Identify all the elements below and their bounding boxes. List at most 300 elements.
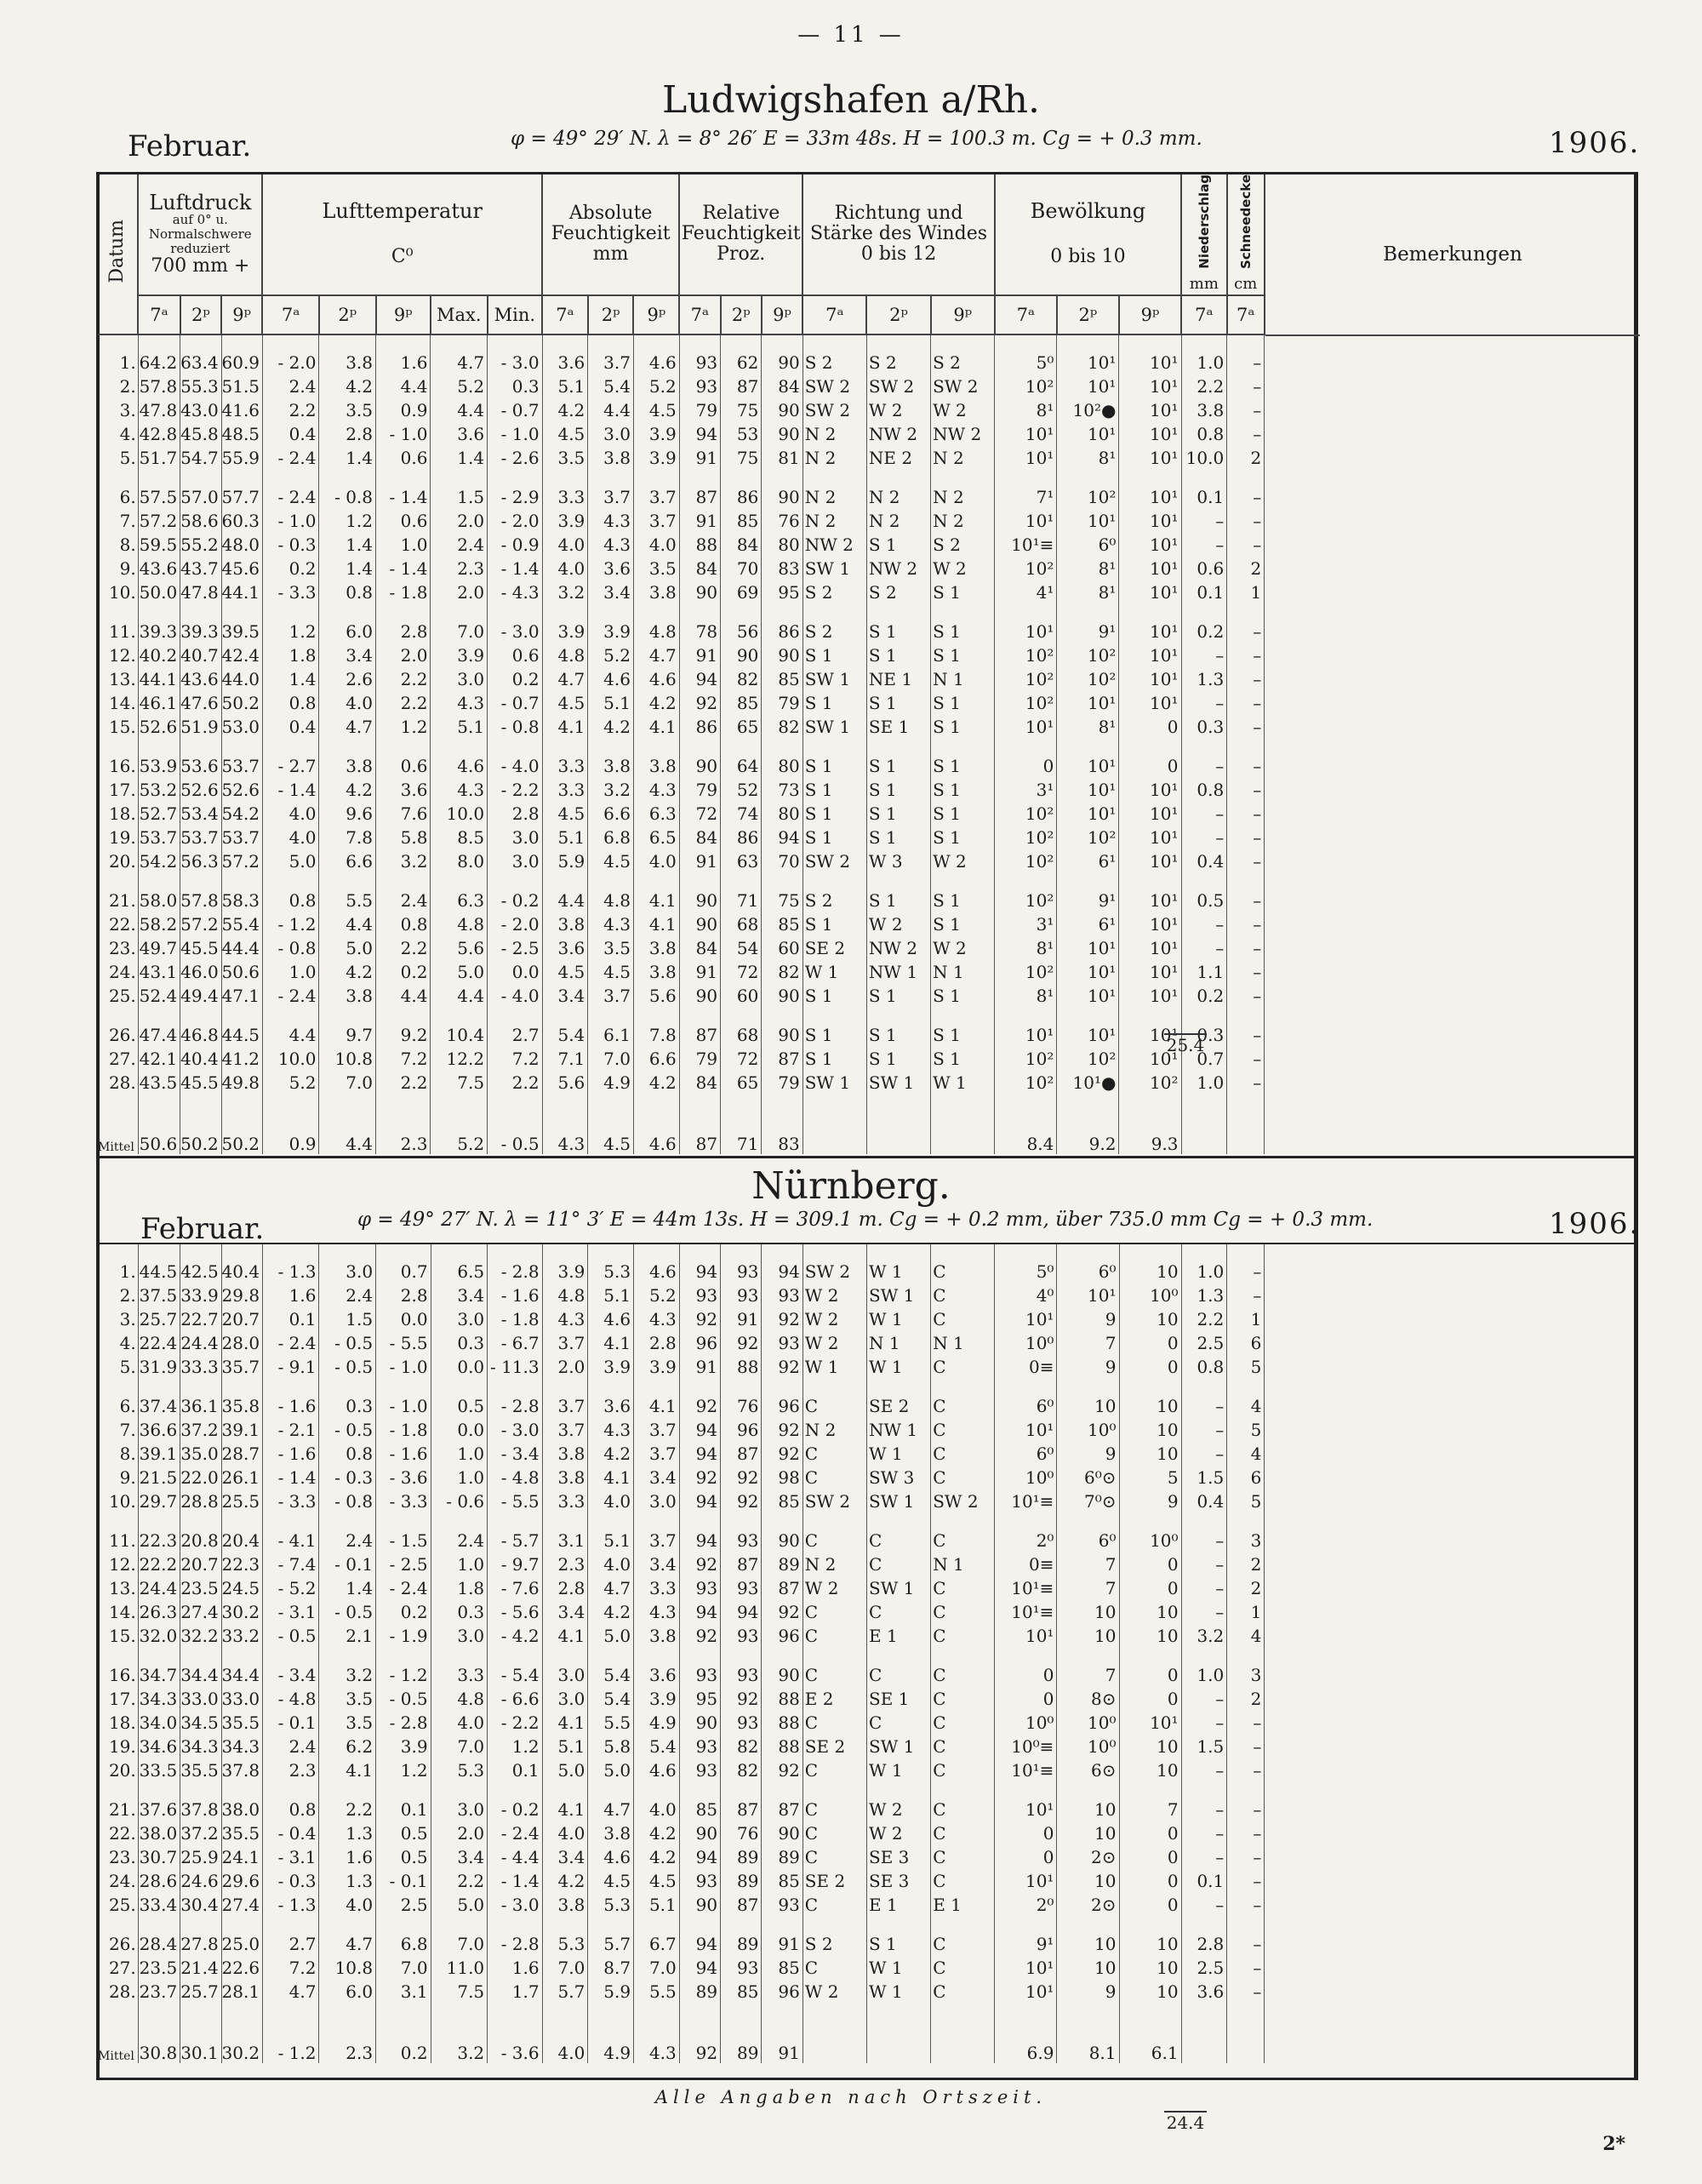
wind-2p-cell: S 1 (866, 984, 930, 1008)
wind-9p-cell: N 2 (931, 446, 995, 470)
niederschlag-cell: 1.5 (1181, 1466, 1227, 1489)
temp-2p-cell: 2.4 (319, 1284, 376, 1307)
luftdruck-9p-cell: 24.1 (221, 1845, 262, 1869)
bewoelkung-7a-cell: 10¹ (995, 1418, 1057, 1442)
wind-7a-cell: S 1 (802, 691, 866, 715)
absfeucht-9p-cell: 3.7 (634, 1418, 680, 1442)
luftdruck-2p-cell: 33.3 (180, 1355, 221, 1379)
absfeucht-2p-cell: 6.1 (588, 1008, 634, 1047)
temp-2p-cell: 10.8 (319, 1956, 376, 1980)
absfeucht-2p-cell: 4.2 (588, 715, 634, 739)
temp-2p-cell: 2.4 (319, 1513, 376, 1552)
relfeucht-7a-cell: 92 (679, 1624, 720, 1648)
wind-7a-cell: SW 2 (802, 374, 866, 398)
wind-9p-cell: N 2 (931, 509, 995, 533)
temp-9p-cell: - 1.0 (376, 1379, 431, 1418)
relfeucht-7a-cell: 72 (679, 802, 720, 826)
wind-7a-cell: W 2 (802, 1307, 866, 1331)
bewoelkung-9p-cell: 10¹ (1119, 984, 1181, 1008)
niederschlag-cell: 0.1 (1181, 580, 1227, 604)
luftdruck-9p-cell: 30.2 (221, 1600, 262, 1624)
bewoelkung-9p-cell: 10 (1119, 1379, 1181, 1418)
absfeucht-2p-cell: 4.9 (588, 1071, 634, 1095)
schneedecke-cell: – (1227, 1244, 1265, 1284)
luftdruck-2p-cell: 34.4 (180, 1648, 221, 1687)
luftdruck-9p-cell: 44.4 (221, 936, 262, 960)
temp-min-cell: - 1.6 (488, 1284, 542, 1307)
datum-mean: Mittel (98, 1110, 138, 1154)
wind-9p-cell: W 2 (931, 557, 995, 580)
temp-max-cell: 3.6 (431, 422, 488, 446)
relfeucht-7a-cell: 90 (679, 1711, 720, 1735)
temp-7a-cell: 0.2 (262, 557, 319, 580)
luftdruck-9p-cell: 25.0 (221, 1917, 262, 1956)
temp-min-cell: - 3.4 (488, 1442, 542, 1466)
bewoelkung-9p-cell: 0 (1119, 1552, 1181, 1576)
temp-max-cell: 4.4 (431, 398, 488, 422)
temp-2p-cell: 3.4 (319, 643, 376, 667)
luftdruck-9p-cell: 55.4 (221, 912, 262, 936)
wind-2p-cell: S 1 (866, 533, 930, 557)
datum-cell: 8. (98, 1442, 138, 1466)
bewoelkung-7a-cell: 10¹≡ (995, 1600, 1057, 1624)
absfeucht-2p-cell: 5.3 (588, 1244, 634, 1284)
temp-2p-cell: 1.3 (319, 1869, 376, 1893)
temp-min-cell: 3.0 (488, 826, 543, 849)
luftdruck-9p-cell: 57.7 (221, 470, 262, 509)
absfeucht-2p-cell: 4.3 (588, 533, 634, 557)
bewoelkung-7a-cell: 4¹ (995, 580, 1057, 604)
datum-cell: 23. (98, 936, 138, 960)
relfeucht-9p-cell: 79 (762, 691, 802, 715)
relfeucht-7a-cell: 94 (679, 1442, 720, 1466)
relfeucht-2p-cell: 86 (721, 826, 762, 849)
luftdruck-9p-cell: 53.0 (221, 715, 262, 739)
relfeucht-9p-cell: 96 (762, 1379, 802, 1418)
bewoelkung-7a-cell: 10¹ (995, 1782, 1057, 1821)
datum-cell: 19. (98, 1735, 138, 1758)
absfeucht-9p-cell: 4.2 (633, 1071, 679, 1095)
temp-2p-cell: 2.2 (319, 1782, 376, 1821)
bewoelkung-7a-cell: 8¹ (995, 936, 1057, 960)
luftdruck-2p-cell: 22.7 (180, 1307, 221, 1331)
bewoelkung-9p-cell: 7 (1119, 1782, 1181, 1821)
datum-cell: 22. (98, 1821, 138, 1845)
temp-7a-cell: - 2.4 (262, 1331, 319, 1355)
absfeucht-7a-mean: 4.3 (542, 1110, 588, 1154)
relfeucht-7a-cell: 94 (679, 1244, 720, 1284)
luftdruck-7a-cell: 42.8 (138, 422, 180, 446)
bewoelkung-9p-cell: 10¹ (1119, 1008, 1181, 1047)
relfeucht-9p-cell: 87 (762, 1576, 802, 1600)
schneedecke-cell: – (1227, 984, 1265, 1008)
temp-max-cell: 4.3 (431, 778, 488, 802)
luftdruck-9p-cell: 33.0 (221, 1687, 262, 1711)
temp-min-cell: 3.0 (488, 849, 543, 873)
relfeucht-7a-cell: 78 (679, 604, 720, 643)
absfeucht-7a-cell: 3.0 (542, 1648, 588, 1687)
niederschlag-cell: 2.5 (1181, 1956, 1227, 1980)
relfeucht-9p-cell: 91 (762, 1917, 802, 1956)
luftdruck-9p-cell: 42.4 (221, 643, 262, 667)
bewoelkung-2p-cell: 10⁰ (1057, 1711, 1119, 1735)
wind-7a-cell: N 2 (802, 1552, 866, 1576)
luftdruck-7a-cell: 37.4 (138, 1379, 180, 1418)
absfeucht-7a-cell: 3.4 (542, 1600, 588, 1624)
temp-7a-cell: - 2.4 (262, 984, 319, 1008)
lufttemperatur-header: Lufttemperatur C⁰ (262, 174, 542, 295)
temp-9p-cell: 0.2 (376, 960, 431, 984)
table-row (98, 715, 1265, 739)
luftdruck-7a-cell: 37.6 (138, 1782, 180, 1821)
luftdruck-2p-cell: 49.4 (180, 984, 221, 1008)
luftdruck-2p-cell: 42.5 (180, 1244, 221, 1284)
niederschlag-cell: 2.5 (1181, 1331, 1227, 1355)
temp-min-cell: - 3.0 (488, 604, 543, 643)
temp-7a-cell: 7.2 (262, 1956, 319, 1980)
niederschlag-cell: 1.0 (1181, 1071, 1227, 1095)
luftdruck-7a-cell: 36.6 (138, 1418, 180, 1442)
bewoelkung-9p-cell: 0 (1119, 1893, 1181, 1917)
relfeucht-7a-cell: 79 (679, 1047, 720, 1071)
temp-min-cell: - 0.8 (488, 715, 543, 739)
absfeucht-2p-cell: 4.5 (588, 1869, 634, 1893)
temp-max-cell: 4.0 (431, 1711, 488, 1735)
niederschlag-cell: 2.2 (1181, 374, 1227, 398)
absfeucht-9p-cell: 5.2 (633, 374, 679, 398)
absfeucht-2p-cell: 7.0 (588, 1047, 634, 1071)
bewoelkung-7a-cell: 10¹ (995, 1956, 1057, 1980)
bewoelkung-2p-mean: 8.1 (1057, 2019, 1119, 2063)
wind-7a-cell: C (802, 1758, 866, 1782)
absfeucht-7a-cell: 4.0 (542, 1821, 588, 1845)
niederschlag-cell: 0.8 (1181, 422, 1227, 446)
temp-min-cell: - 1.4 (488, 1869, 542, 1893)
datum-cell: 9. (98, 1466, 138, 1489)
relfeucht-7a-cell: 91 (679, 509, 720, 533)
niederschlag-cell: 0.3 (1181, 715, 1227, 739)
wind-9p-mean (931, 2019, 995, 2063)
absfeucht-9p-cell: 4.2 (633, 691, 679, 715)
temp-max-cell: 2.2 (431, 1869, 488, 1893)
temp-9p-cell: 1.6 (376, 334, 431, 374)
wind-2p-cell: W 1 (867, 1956, 931, 1980)
luftdruck-2p-cell: 33.0 (180, 1687, 221, 1711)
table-row (98, 643, 1265, 667)
luftdruck-7a-mean: 30.8 (138, 2019, 180, 2063)
bewoelkung-2p-cell: 10 (1057, 1917, 1119, 1956)
temp-max-cell: 3.4 (431, 1845, 488, 1869)
table-row (98, 1758, 1265, 1782)
wind-9p-cell: C (931, 1355, 995, 1379)
relfeucht-7a-cell: 94 (679, 1917, 720, 1956)
page-number: — 11 — (797, 22, 905, 48)
schneedecke-cell: – (1227, 1917, 1265, 1956)
temp-7a-cell: 5.0 (262, 849, 319, 873)
temp-min-cell: - 0.9 (488, 533, 543, 557)
temp-7a-cell: 1.8 (262, 643, 319, 667)
temp-7a-cell: - 3.1 (262, 1600, 319, 1624)
bewoelkung-9p-cell: 10¹ (1119, 446, 1181, 470)
schneedecke-cell: 4 (1227, 1624, 1265, 1648)
table-row (98, 1331, 1265, 1355)
luftdruck-7a-cell: 34.7 (138, 1648, 180, 1687)
absfeucht-9p-cell: 3.7 (633, 470, 679, 509)
relfeucht-9p-cell: 89 (762, 1552, 802, 1576)
luftdruck-2p-cell: 56.3 (180, 849, 221, 873)
schneedecke-cell: – (1227, 1980, 1265, 2004)
luftdruck-7a-cell: 30.7 (138, 1845, 180, 1869)
relfeucht-2p-cell: 92 (721, 1331, 762, 1355)
niederschlag-cell: 0.1 (1181, 470, 1227, 509)
relfeucht-2p-cell: 75 (721, 446, 762, 470)
wind-9p-cell: C (931, 1980, 995, 2004)
niederschlag-cell: 0.6 (1181, 557, 1227, 580)
wind-9p-cell: C (931, 1648, 995, 1687)
wind-9p-cell: SW 2 (931, 1489, 995, 1513)
absfeucht-2p-cell: 5.1 (588, 1513, 634, 1552)
schneedecke-cell: – (1227, 1008, 1265, 1047)
temp-7a-cell: - 1.3 (262, 1244, 319, 1284)
temp-max-cell: 8.5 (431, 826, 488, 849)
datum-cell: 15. (98, 1624, 138, 1648)
absfeucht-2p-cell: 4.5 (588, 849, 634, 873)
temp-7a-cell: - 2.1 (262, 1418, 319, 1442)
niederschlag-cell: 0.4 (1181, 849, 1227, 873)
datum-cell: 4. (98, 422, 138, 446)
bewoelkung-9p-cell: 10 (1119, 1418, 1181, 1442)
schneedecke-cell: – (1227, 334, 1265, 374)
precip-sum: 24.4 (1164, 2111, 1207, 2133)
relfeucht-7a-mean: 87 (679, 1110, 720, 1154)
relfeucht-9p-cell: 90 (762, 1513, 802, 1552)
luftdruck-2p-cell: 27.8 (180, 1917, 221, 1956)
table-row (98, 802, 1265, 826)
temp-min-cell: - 4.4 (488, 1845, 542, 1869)
luftdruck-2p-cell: 47.8 (180, 580, 221, 604)
relfeucht-9p-cell: 98 (762, 1466, 802, 1489)
niederschlag-cell: – (1181, 1552, 1227, 1576)
niederschlag-header: Niederschlag mm (1181, 174, 1227, 295)
absfeucht-7a-cell: 4.1 (542, 715, 588, 739)
month-label: Februar. (140, 1212, 265, 1246)
bewoelkung-2p-cell: 6⁰ (1057, 1513, 1119, 1552)
temp-2p-cell: 4.2 (319, 778, 376, 802)
datum-cell: 6. (98, 470, 138, 509)
temp-min-cell: - 2.8 (488, 1244, 542, 1284)
temp-2p-cell: 4.1 (319, 1758, 376, 1782)
luftdruck-2p-cell: 27.4 (180, 1600, 221, 1624)
relfeucht-7a-cell: 90 (679, 984, 720, 1008)
table-row (98, 374, 1265, 398)
temp-9p-cell: - 1.5 (376, 1513, 431, 1552)
bewoelkung-7a-cell: 10¹≡ (995, 1489, 1057, 1513)
absfeucht-9p-cell: 3.7 (634, 1442, 680, 1466)
relfeucht-2p-cell: 93 (721, 1648, 762, 1687)
relfeucht-9p-cell: 95 (762, 580, 802, 604)
absfeucht-7a-cell: 4.5 (542, 802, 588, 826)
absfeucht-2p-cell: 3.4 (588, 580, 634, 604)
luftdruck-9p-cell: 33.2 (221, 1624, 262, 1648)
relfeucht-7a-cell: 93 (679, 334, 720, 374)
data-rows (98, 334, 1265, 1154)
wind-7a-cell: C (802, 1711, 866, 1735)
temp-7a-cell: 0.1 (262, 1307, 319, 1331)
niederschlag-mean (1181, 1110, 1227, 1154)
relfeucht-9p-cell: 92 (762, 1600, 802, 1624)
luftdruck-2p-cell: 20.8 (180, 1513, 221, 1552)
relfeucht-7a-cell: 87 (679, 1008, 720, 1047)
wind-7a-cell: N 2 (802, 422, 866, 446)
relfeucht-7a-cell: 91 (679, 643, 720, 667)
relfeucht-2p-cell: 64 (721, 739, 762, 778)
relfeucht-2p-cell: 52 (721, 778, 762, 802)
luftdruck-2p-cell: 55.2 (180, 533, 221, 557)
relfeucht-2p-cell: 94 (721, 1600, 762, 1624)
niederschlag-cell: – (1181, 802, 1227, 826)
luftdruck-9p-cell: 34.3 (221, 1735, 262, 1758)
bewoelkung-2p-cell: 6⁰ (1057, 533, 1119, 557)
relfeucht-7a-cell: 94 (679, 1600, 720, 1624)
bewoelkung-9p-cell: 10¹ (1119, 509, 1181, 533)
wind-7a-cell: N 2 (802, 446, 866, 470)
bewoelkung-7a-cell: 6⁰ (995, 1379, 1057, 1418)
relfeucht-9p-cell: 94 (762, 826, 802, 849)
absfeucht-7a-cell: 3.3 (542, 470, 588, 509)
temp-9p-mean: 0.2 (376, 2019, 431, 2063)
temp-7a-cell: 2.7 (262, 1917, 319, 1956)
wind-7a-cell: S 2 (802, 580, 866, 604)
relfeucht-9p-cell: 96 (762, 1624, 802, 1648)
wind-2p-cell: SE 1 (867, 1687, 931, 1711)
temp-7a-cell: - 4.8 (262, 1687, 319, 1711)
temp-max-cell: 3.0 (431, 1307, 488, 1331)
luftdruck-9p-cell: 41.2 (221, 1047, 262, 1071)
absfeucht-9p-cell: 4.1 (633, 873, 679, 912)
relfeucht-9p-cell: 93 (762, 1893, 802, 1917)
luftdruck-2p-cell: 25.9 (180, 1845, 221, 1869)
luftdruck-7a-cell: 44.5 (138, 1244, 180, 1284)
temp-7a-cell: - 1.2 (262, 912, 319, 936)
table-row (98, 826, 1265, 849)
temp-2p-cell: 1.5 (319, 1307, 376, 1331)
temp-2p-cell: - 0.5 (319, 1600, 376, 1624)
wind-2p-cell: S 1 (866, 802, 930, 826)
temp-7a-cell: - 4.1 (262, 1513, 319, 1552)
absfeucht-2p-cell: 4.0 (588, 1489, 634, 1513)
wind-2p-cell: S 2 (866, 580, 930, 604)
datum-cell: 13. (98, 1576, 138, 1600)
niederschlag-cell: 1.0 (1181, 1648, 1227, 1687)
datum-cell: 17. (98, 1687, 138, 1711)
wind-2p-cell: SW 1 (867, 1576, 931, 1600)
relfeucht-9p-cell: 94 (762, 1244, 802, 1284)
footer-note: Alle Angaben nach Ortszeit. (654, 2087, 1048, 2107)
temp-min-cell: - 5.6 (488, 1600, 542, 1624)
temp-max-cell: 10.4 (431, 1008, 488, 1047)
temp-2p-cell: 0.8 (319, 580, 376, 604)
luftdruck-2p-cell: 53.7 (180, 826, 221, 849)
absfeucht-7a-mean: 4.0 (542, 2019, 588, 2063)
relfeucht-9p-cell: 82 (762, 960, 802, 984)
wind-2p-cell: NW 1 (867, 1418, 931, 1442)
relfeucht-9p-cell: 89 (762, 1845, 802, 1869)
temp-2p-cell: 6.0 (319, 604, 376, 643)
relfeucht-2p-cell: 54 (721, 936, 762, 960)
bewoelkung-9p-cell: 0 (1119, 1355, 1181, 1379)
temp-2p-cell: 1.4 (319, 1576, 376, 1600)
bewoelkung-9p-cell: 10 (1119, 1600, 1181, 1624)
niederschlag-cell: – (1181, 533, 1227, 557)
relfeucht-2p-cell: 89 (721, 1845, 762, 1869)
wind-7a-cell: SW 1 (802, 557, 866, 580)
luftdruck-7a-cell: 34.3 (138, 1687, 180, 1711)
luftdruck-9p-cell: 20.4 (221, 1513, 262, 1552)
temp-9p-cell: 6.8 (376, 1917, 431, 1956)
luftdruck-7a-cell: 43.6 (138, 557, 180, 580)
relfeucht-9p-cell: 90 (762, 1648, 802, 1687)
luftdruck-9p-cell: 27.4 (221, 1893, 262, 1917)
schneedecke-cell: – (1227, 1893, 1265, 1917)
bewoelkung-7a-cell: 0 (995, 1648, 1057, 1687)
absfeucht-9p-cell: 4.6 (633, 334, 679, 374)
absfeucht-7a-cell: 3.4 (542, 1845, 588, 1869)
temp-2p-cell: 4.2 (319, 960, 376, 984)
luftdruck-7a-cell: 24.4 (138, 1576, 180, 1600)
table-row (98, 334, 1265, 374)
temp-9p-cell: - 1.0 (376, 422, 431, 446)
schneedecke-cell: 1 (1227, 1307, 1265, 1331)
absfeucht-7a-cell: 3.8 (542, 912, 588, 936)
temp-2p-cell: - 0.3 (319, 1466, 376, 1489)
luftdruck-7a-cell: 43.1 (138, 960, 180, 984)
relfeucht-2p-cell: 65 (721, 1071, 762, 1095)
absfeucht-9p-cell: 4.1 (633, 912, 679, 936)
absfeucht-7a-cell: 5.0 (542, 1758, 588, 1782)
temp-max-cell: 7.0 (431, 1735, 488, 1758)
year-label: 1906. (1549, 1207, 1641, 1241)
temp-min-cell: - 1.0 (488, 422, 543, 446)
wind-7a-cell: S 2 (802, 604, 866, 643)
absfeucht-2p-cell: 4.5 (588, 960, 634, 984)
relfeucht-2p-cell: 53 (721, 422, 762, 446)
relfeucht-2p-cell: 89 (721, 1869, 762, 1893)
temp-max-cell: 3.4 (431, 1284, 488, 1307)
bewoelkung-7a-cell: 10² (995, 557, 1057, 580)
table-row (98, 557, 1265, 580)
luftdruck-2p-cell: 63.4 (180, 334, 221, 374)
wind-9p-cell: SW 2 (931, 374, 995, 398)
luftdruck-2p-cell: 37.2 (180, 1418, 221, 1442)
table-row (98, 1489, 1265, 1513)
temp-2p-cell: 0.3 (319, 1379, 376, 1418)
luftdruck-2p-cell: 54.7 (180, 446, 221, 470)
niederschlag-cell: 1.0 (1181, 1244, 1227, 1284)
bewoelkung-7a-cell: 0 (995, 1845, 1057, 1869)
bewoelkung-7a-cell: 10⁰ (995, 1331, 1057, 1355)
temp-max-cell: 7.5 (431, 1071, 488, 1095)
luftdruck-2p-cell: 39.3 (180, 604, 221, 643)
bewoelkung-2p-cell: 7 (1057, 1331, 1119, 1355)
table-row (98, 1442, 1265, 1466)
temp-max-cell: 5.0 (431, 960, 488, 984)
schneedecke-cell: – (1227, 422, 1265, 446)
luftdruck-2p-cell: 24.6 (180, 1869, 221, 1893)
temp-max-cell: 0.0 (431, 1355, 488, 1379)
absfeucht-7a-cell: 4.0 (542, 557, 588, 580)
wind-9p-cell: N 1 (931, 1552, 995, 1576)
luftdruck-9p-cell: 35.8 (221, 1379, 262, 1418)
